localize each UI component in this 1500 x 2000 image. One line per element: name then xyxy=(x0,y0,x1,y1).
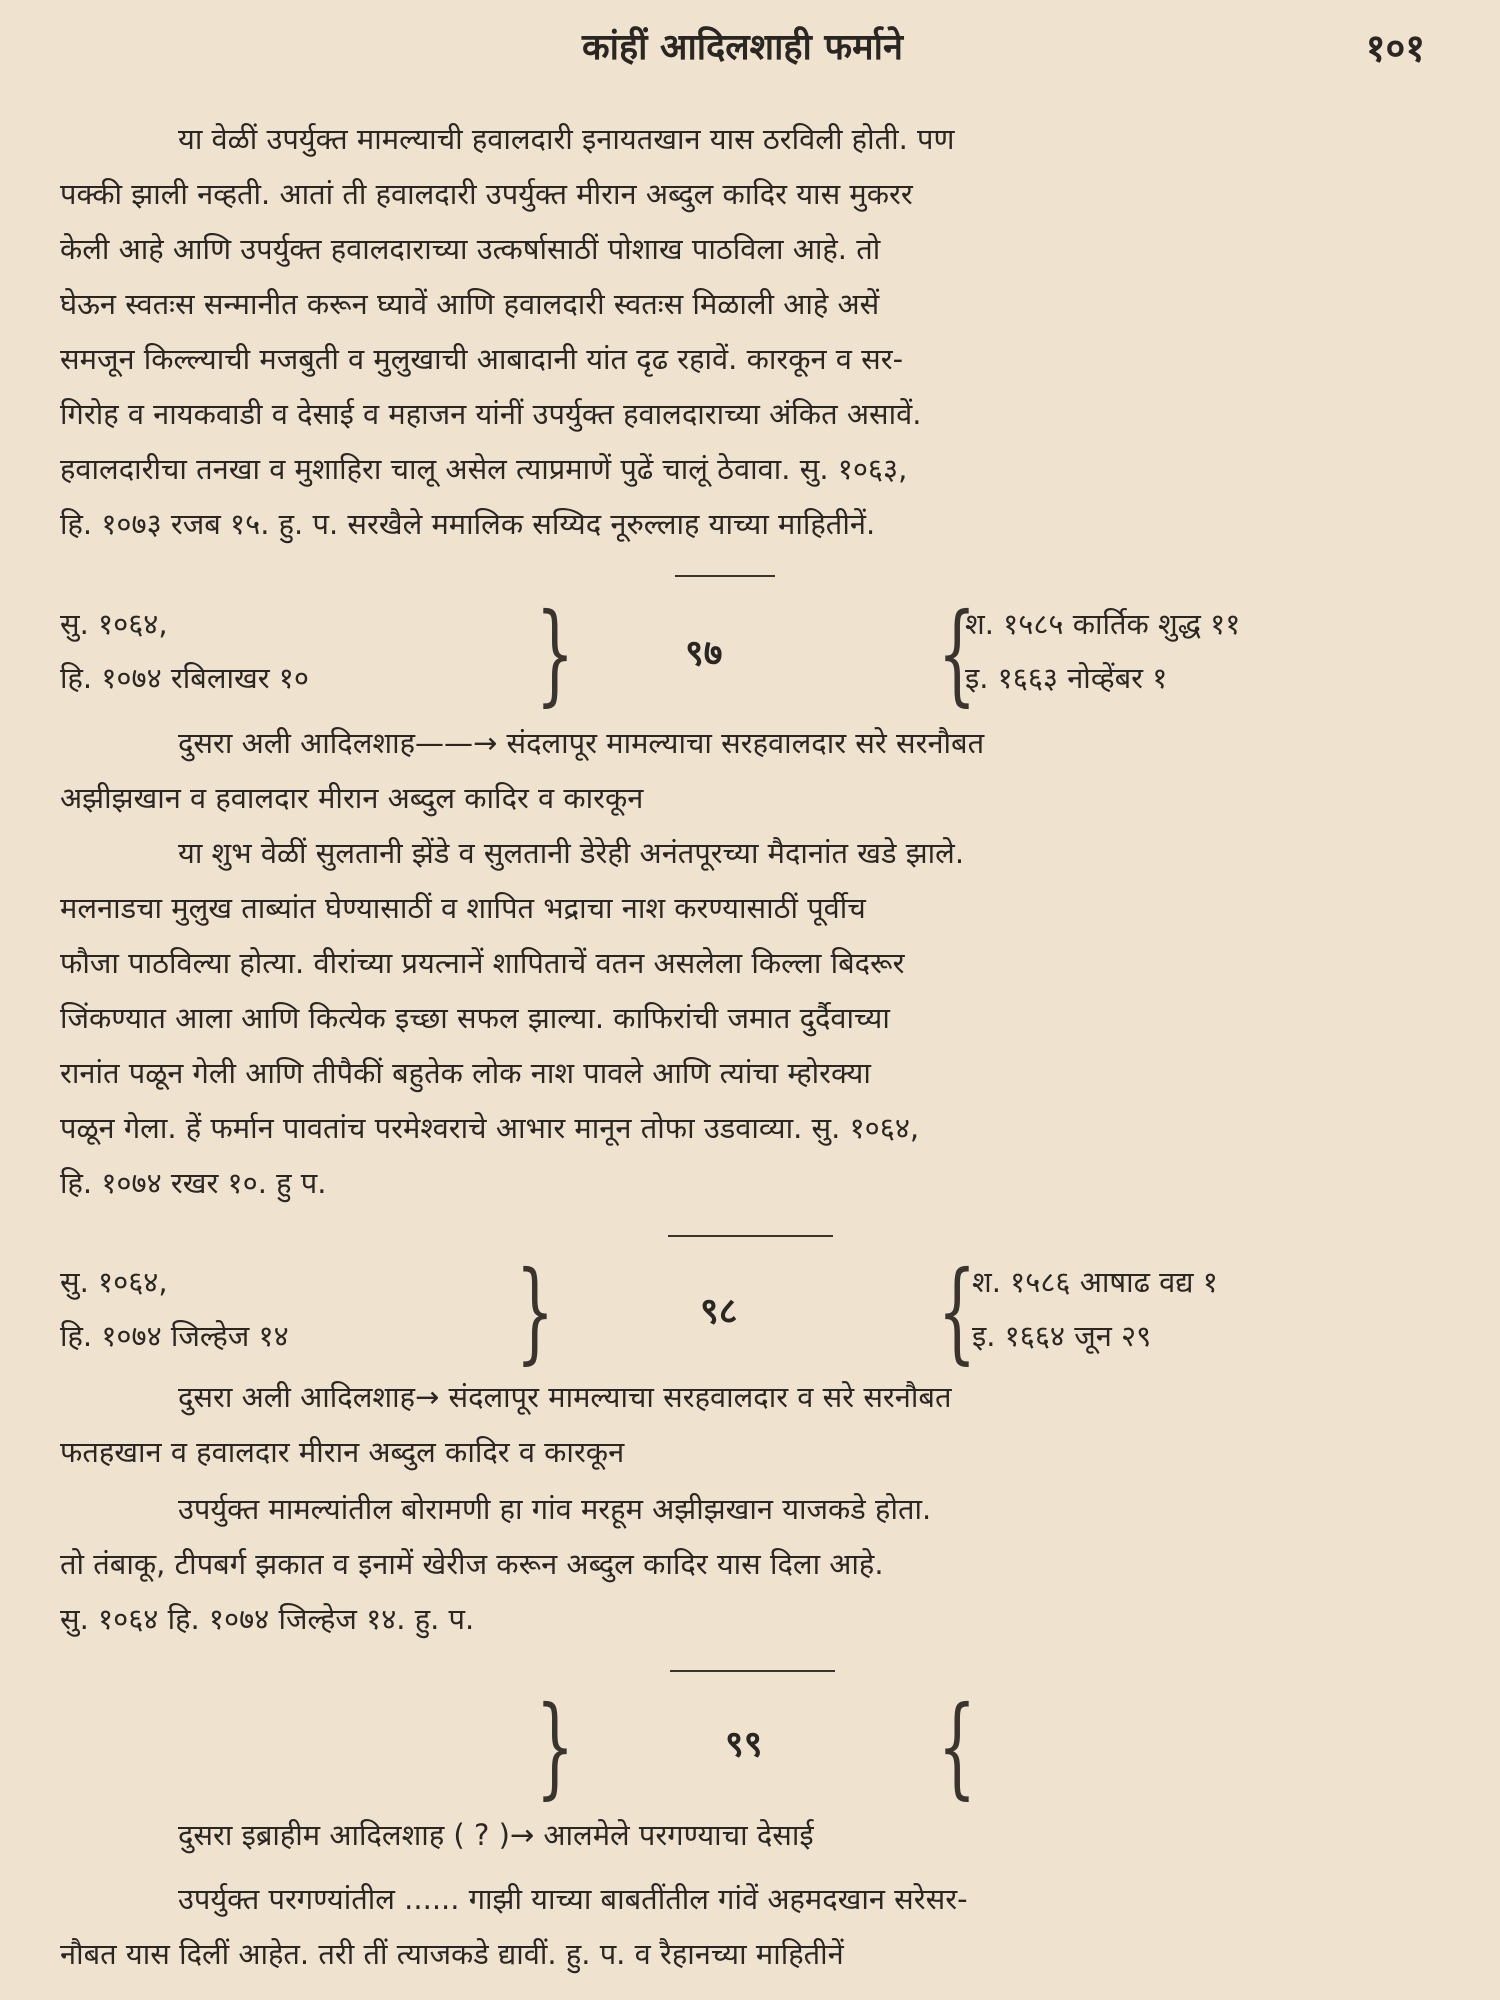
entry-99-address xyxy=(60,1808,1425,1863)
text-line: अझीझखान व हवालदार मीरान अब्दुल कादिर व कारकून xyxy=(60,781,644,815)
entry-98-address xyxy=(60,1370,1425,1480)
text-line: घेऊन स्वतःस सन्मानीत करून घ्यावें आणि हवालदारी स्वतःस मिळाली आहे असें xyxy=(60,287,880,321)
text-line: हवालदारीचा तनखा व मुशाहिरा चालू असेल त्याप्रमाणें पुढें चालूं ठेवावा. सु. १०६३, xyxy=(60,452,908,486)
text-line: मलनाडचा मुलुख ताब्यांत घेण्यासाठीं व शापित भद्राचा नाश करण्यासाठीं पूर्वीच xyxy=(60,891,866,925)
entry-99-dates xyxy=(60,1682,1425,1810)
date-line: इ. १६६३ नोव्हेंबर १ xyxy=(965,661,1168,695)
date-line: सु. १०६४, xyxy=(60,1265,168,1299)
text-line: या वेळीं उपर्युक्त मामल्याची हवालदारी इनायतखान यास ठरविली होती. पण xyxy=(178,122,955,156)
page-number: १०१ xyxy=(1365,26,1425,70)
section-divider xyxy=(668,1235,833,1237)
date-right xyxy=(972,1255,1218,1363)
entry-number: ९८ xyxy=(700,1291,738,1332)
section-divider xyxy=(670,1670,835,1672)
right-brace: } xyxy=(515,1247,555,1375)
left-brace: { xyxy=(937,1682,977,1810)
text-line: सु. १०६४ हि. १०७४ जिल्हेज १४. हु. प. xyxy=(60,1602,475,1636)
date-line: सु. १०६४, xyxy=(60,607,168,641)
date-line: हि. १०७४ रबिलाखर १० xyxy=(60,661,309,695)
entry-97-dates xyxy=(60,589,1425,717)
date-left xyxy=(60,1255,289,1363)
date-right xyxy=(965,597,1240,705)
entry-98-body xyxy=(60,1482,1425,1647)
entry-number: ९९ xyxy=(725,1724,763,1765)
text-line: उपर्युक्त परगण्यांतील ...... गाझी याच्या बाबतींतील गांवें अहमदखान सरेसर- xyxy=(178,1882,968,1916)
text-line: दुसरा इब्राहीम आदिलशाह ( ? )→ आलमेले परगण्याचा देसाई xyxy=(178,1818,814,1852)
text-line: दुसरा अली आदिलशाह——→ संदलापूर मामल्याचा सरहवालदार सरे सरनौबत xyxy=(178,726,985,760)
text-line: उपर्युक्त मामल्यांतील बोरामणी हा गांव मरहूम अझीझखान याजकडे होता. xyxy=(178,1492,932,1526)
date-left xyxy=(60,597,309,705)
text-line: जिंकण्यात आला आणि कित्येक इच्छा सफल झाल्या. काफिरांची जमात दुर्दैवाच्या xyxy=(60,1001,890,1035)
text-line: हि. १०७३ रजब १५. हु. प. सरखैले ममालिक सय्यिद नूरुल्लाह याच्या माहितीनें. xyxy=(60,507,876,541)
intro-paragraph xyxy=(60,112,1425,552)
section-divider xyxy=(675,575,775,577)
text-line: समजून किल्ल्याची मजबुती व मुलुखाची आबादानी यांत दृढ रहावें. कारकून व सर- xyxy=(60,342,904,376)
text-line: गिरोह व नायकवाडी व देसाई व महाजन यांनीं उपर्युक्त हवालदाराच्या अंकित असावें. xyxy=(60,397,922,431)
text-line: दुसरा अली आदिलशाह→ संदलापूर मामल्याचा सरहवालदार व सरे सरनौबत xyxy=(178,1380,952,1414)
text-line: या शुभ वेळीं सुलतानी झेंडे व सुलतानी डेरेही अनंतपूरच्या मैदानांत खडे झाले. xyxy=(178,836,965,870)
text-line: फतहखान व हवालदार मीरान अब्दुल कादिर व कारकून xyxy=(60,1435,625,1469)
date-line: इ. १६६४ जून २९ xyxy=(972,1319,1152,1353)
entry-97-address xyxy=(60,716,1425,826)
date-line: श. १५८६ आषाढ वद्य १ xyxy=(972,1265,1218,1299)
date-line: हि. १०७४ जिल्हेज १४ xyxy=(60,1319,289,1353)
text-line: हि. १०७४ रखर १०. हु प. xyxy=(60,1166,327,1200)
left-brace: { xyxy=(937,1247,977,1375)
text-line: रानांत पळून गेली आणि तीपैकीं बहुतेक लोक नाश पावले आणि त्यांचा म्होरक्या xyxy=(60,1056,871,1090)
text-line: पळून गेला. हें फर्मान पावतांच परमेश्वराचे आभार मानून तोफा उडवाव्या. सु. १०६४, xyxy=(60,1111,920,1145)
entry-98-dates xyxy=(60,1247,1425,1375)
left-brace: { xyxy=(937,589,977,717)
entry-99-body xyxy=(60,1872,1425,1982)
entry-number: ९७ xyxy=(685,633,723,674)
text-line: केली आहे आणि उपर्युक्त हवालदाराच्या उत्कर्षासाठीं पोशाख पाठविला आहे. तो xyxy=(60,232,881,266)
date-line: श. १५८५ कार्तिक शुद्ध ११ xyxy=(965,607,1241,641)
text-line: फौजा पाठविल्या होत्या. वीरांच्या प्रयत्नानें शापिताचें वतन असलेला किल्ला बिदरूर xyxy=(60,946,905,980)
text-line: पक्की झाली नव्हती. आतां ती हवालदारी उपर्युक्त मीरान अब्दुल कादिर यास मुकरर xyxy=(60,177,913,211)
entry-97-body xyxy=(60,826,1425,1211)
page-header xyxy=(60,18,1425,78)
page-title: कांहीं आदिलशाही फर्माने xyxy=(582,27,903,68)
text-line: तो तंबाकू, टीपबर्ग झकात व इनामें खेरीज करून अब्दुल कादिर यास दिला आहे. xyxy=(60,1547,884,1581)
right-brace: } xyxy=(535,1682,575,1810)
right-brace: } xyxy=(535,589,575,717)
text-line: नौबत यास दिलीं आहेत. तरी तीं त्याजकडे द्यावीं. हु. प. व रैहानच्या माहितीनें xyxy=(60,1937,844,1971)
